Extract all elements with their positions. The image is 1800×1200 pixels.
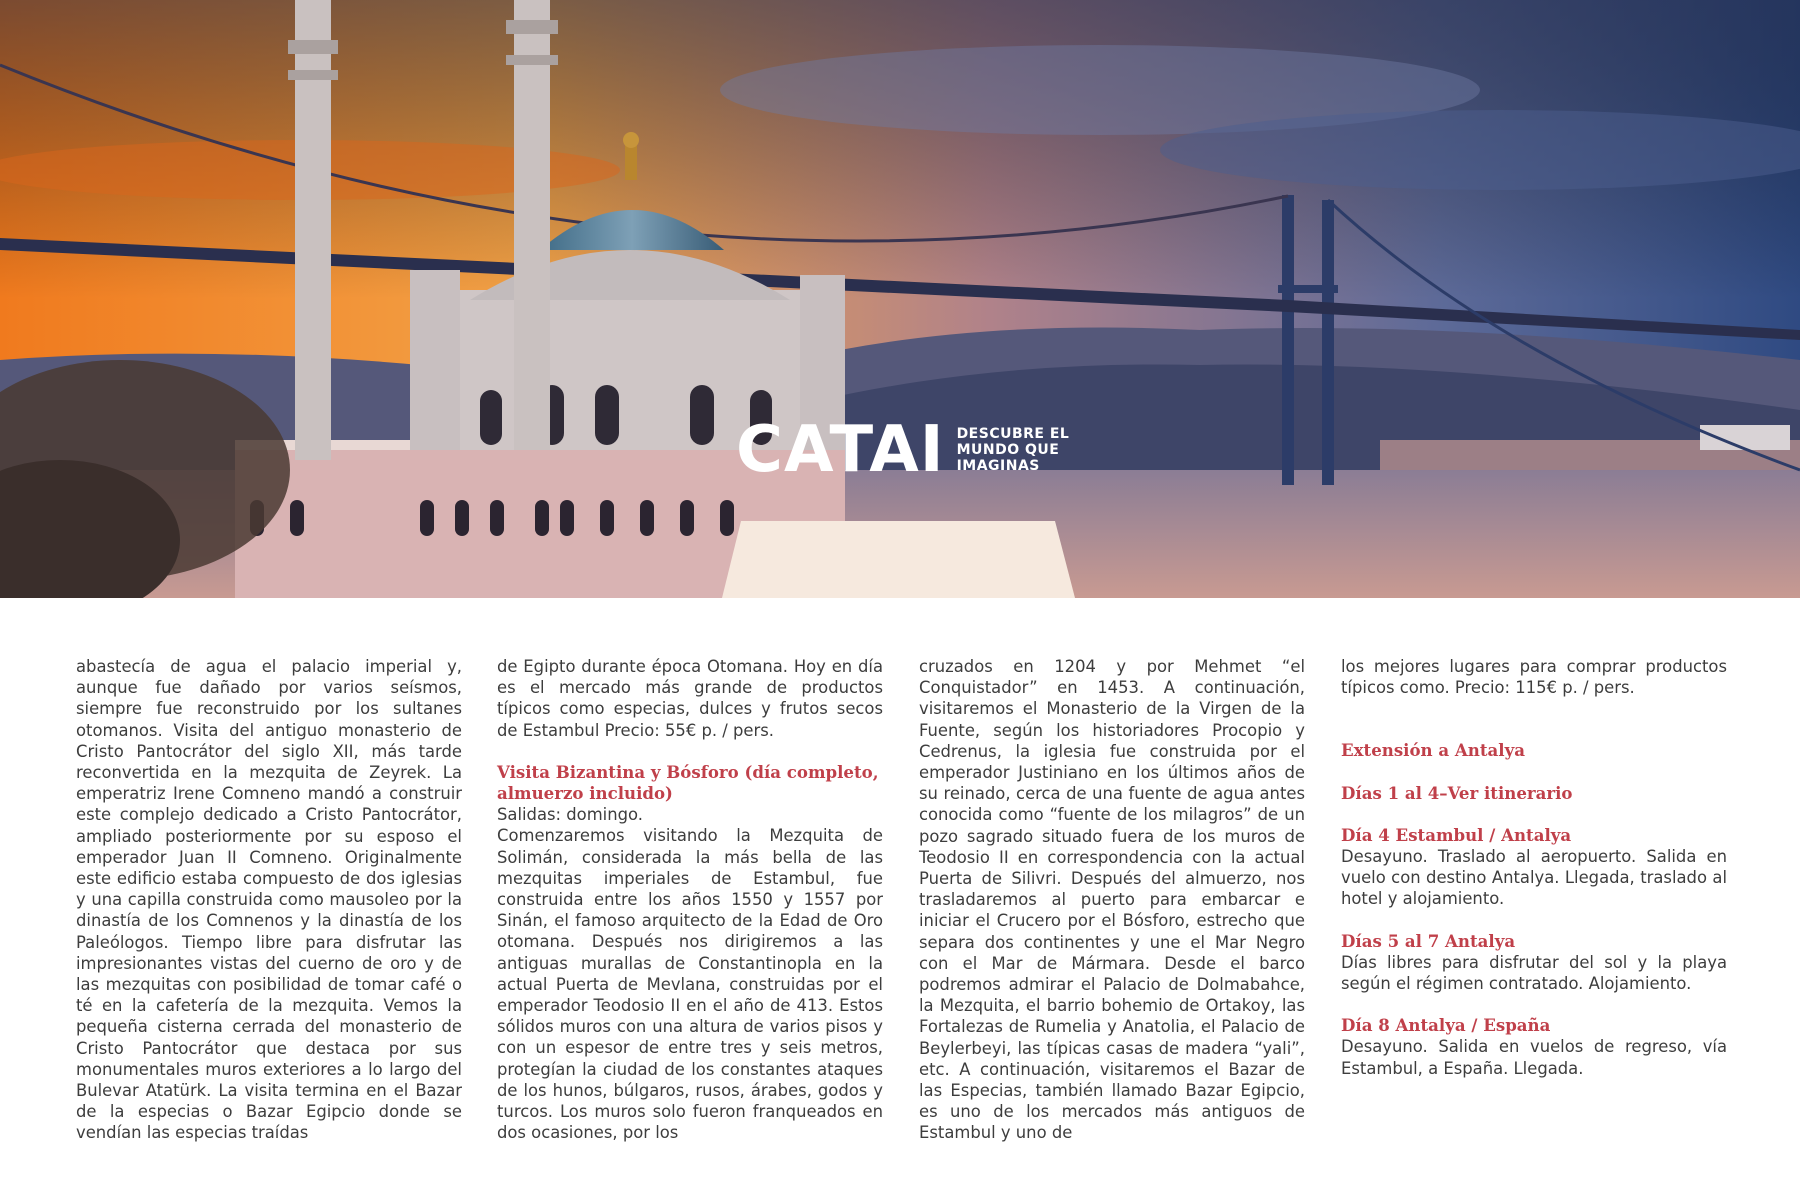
extension-heading: Extensión a Antalya <box>1341 740 1525 761</box>
column-1-text: abastecía de agua el palacio imperial y, aunque fue dañado por varios seísmos, siempre fue reconstruido por los sultanes otomanos. Visita del antiguo monasterio de Cristo Pantocrátor del siglo XII, más tarde reconvertida en la mezquita de Zeyrek. La emperatriz Irene Comneno mandó a construir este complejo dedicado a Cristo Pantocrátor, ampliado posteriormente por su esposo el emperador Juan II Comneno. Originalmente este edificio estaba compuesto de dos iglesias y una capilla construida como mausoleo por la dinastía de los Comnenos y la dinastía de los Paleólogos. Tiempo libre para disfrutar las impresionantes vistas del cuerno de oro y de las mezquitas con posibilidad de tomar café o té en la cafetería de la mezquita. Vemos la pequeña cisterna cerrada del monasterio de Cristo Pantocrátor que destaca por sus monumentales muros exteriores a lo largo del Bulevar Atatürk. La visita termina en el Bazar de la especias o Bazar Egipcio donde se vendían las especias traídas <box>76 657 462 1143</box>
column-4 <box>1341 656 1727 1079</box>
days-5-7-text: Días libres para disfrutar del sol y la playa según el régimen contratado. Alojamiento. <box>1341 952 1727 994</box>
tour-heading-byzantine: Visita Bizantina y Bósforo (día completo, almuerzo incluido) <box>497 761 879 804</box>
logo-tagline-line-2: MUNDO QUE <box>956 442 1060 458</box>
day-8-text: Desayuno. Salida en vuelos de regreso, vía Estambul, a España. Llegada. <box>1341 1037 1727 1078</box>
column-1 <box>76 656 462 1144</box>
column-2 <box>497 656 883 1143</box>
article-columns <box>76 656 1726 1176</box>
logo-tagline-line-1: DESCUBRE EL <box>956 426 1070 442</box>
column-3-text: cruzados en 1204 y por Mehmet “el Conquistador” en 1453. A continuación, visitaremos el Monasterio de la Virgen de la Fuente, según los historiadores Procopio y Cedrenus, la iglesia fue construida por el emperador Justiniano en los últimos años de su reinado, cerca de una fuente de agua antes conocida como “fuente de los milagros” de un pozo sagrado situado fuera de los muros de Teodosio II en correspondencia con la actual Puerta de Silivri. Después del almuerzo, nos trasladaremos al puerto para embarcar e iniciar el Crucero por el Bósforo, estrecho que separa dos continentes y une el Mar Negro con el Mar de Mármara. Desde el barco podremos admirar el Palacio de Dolmabahce, la Mezquita, el barrio bohemio de Ortakoy, las Fortalezas de Rumelia y Anatolia, el Palacio de Beylerbeyi, las típicas casas de madera “yali”, etc. A continuación, visitaremos el Bazar de las Especias, también llamado Bazar Egipcio, es uno de los mercados más antiguos de Estambul y uno de <box>919 657 1305 1143</box>
day-8-heading: Día 8 Antalya / España <box>1341 1015 1551 1036</box>
days-1-4-heading: Días 1 al 4–Ver itinerario <box>1341 782 1573 803</box>
column-3 <box>919 656 1305 1144</box>
hero-photo <box>0 0 1800 598</box>
column-2-body: Comenzaremos visitando la Mezquita de Solimán, considerada la más bella de las mezquitas imperiales de Estambul, fue construida entre los años 1550 y 1557 por Sinán, el famoso arquitecto de la Edad de Oro otomana. Después nos dirigiremos a las antiguas murallas de Constantinopla en la actual Puerta de Mevlana, construidas por el emperador Teodosio II en el año de 413. Estos sólidos muros con una altura de varios pisos y con un espesor de entre tres y seis metros, protegían la ciudad de los constantes ataques de los hunos, búlgaros, rusos, árabes, godos y turcos. Los muros solo fueron franqueados en dos ocasiones, por los <box>497 826 883 1143</box>
day-4-heading: Día 4 Estambul / Antalya <box>1341 824 1572 845</box>
catai-logo <box>736 413 1070 487</box>
days-5-7-heading: Días 5 al 7 Antalya <box>1341 930 1516 951</box>
day-4-text: Desayuno. Traslado al aeropuerto. Salida en vuelo con destino Antalya. Llegada, traslado al hotel y alojamiento. <box>1341 847 1727 909</box>
istanbul-mosque-bridge-illustration <box>0 0 1800 598</box>
column-4-intro: los mejores lugares para comprar productos típicos como. Precio: 115€ p. / pers. <box>1341 657 1727 698</box>
logo-tagline <box>957 426 1070 474</box>
column-2-intro: de Egipto durante época Otomana. Hoy en día es el mercado más grande de productos típicos como especias, dulces y frutos secos de Estambul Precio: 55€ p. / pers. <box>497 657 883 740</box>
logo-word: CATAI <box>736 413 945 487</box>
logo-tagline-line-3: IMAGINAS <box>956 458 1040 474</box>
tour-departures: Salidas: domingo. <box>497 805 643 825</box>
